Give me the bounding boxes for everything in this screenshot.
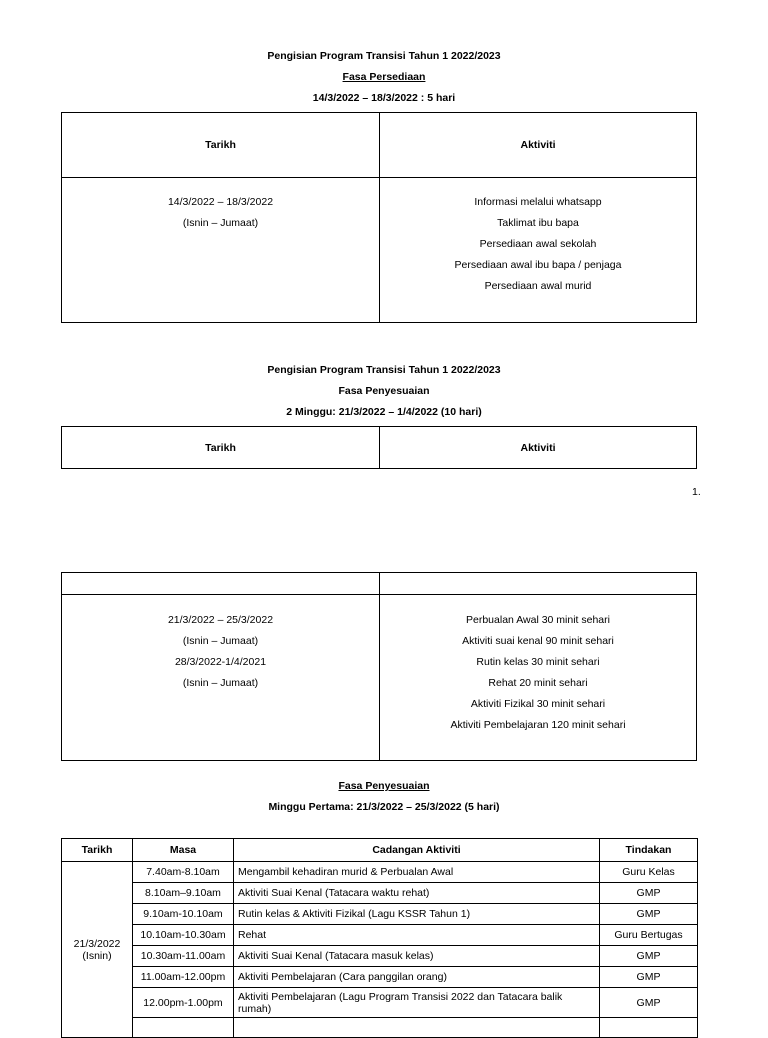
date-line: 21/3/2022 [73, 937, 121, 950]
tarikh-line: 14/3/2022 – 18/3/2022 [167, 196, 274, 208]
aktiviti-line: Persediaan awal murid [484, 280, 592, 292]
section1-tarikh-cell [62, 178, 380, 323]
section2-aktiviti-cell [380, 595, 697, 761]
aktiviti-line: Aktiviti Fizikal 30 minit sehari [470, 698, 606, 710]
section2-table-header [61, 426, 697, 469]
section3-phase: Fasa Penyesuaian [338, 780, 430, 792]
section1-col-tarikh: Tarikh [62, 113, 380, 178]
section2-dates: 2 Minggu: 21/3/2022 – 1/4/2022 (10 hari) [286, 406, 482, 418]
tarikh-line: (Isnin – Jumaat) [182, 677, 259, 689]
masa-cell: 9.10am-10.10am [133, 904, 234, 925]
aktiviti-cell: Aktiviti Suai Kenal (Tatacara masuk kelas) [234, 946, 600, 967]
section1-phase: Fasa Persediaan [342, 71, 426, 83]
empty-cell [600, 1018, 698, 1038]
page-number: 1. [692, 486, 701, 498]
section1-aktiviti-cell [380, 178, 697, 323]
aktiviti-line: Aktiviti Pembelajaran 120 minit sehari [450, 719, 626, 731]
section1-table [61, 112, 697, 323]
empty-cell [234, 1018, 600, 1038]
aktiviti-line: Persediaan awal sekolah [479, 238, 597, 250]
masa-cell: 12.00pm-1.00pm [133, 988, 234, 1018]
tarikh-line: (Isnin – Jumaat) [182, 635, 259, 647]
aktiviti-cell: Rehat [234, 925, 600, 946]
tindakan-cell: Guru Kelas [600, 862, 698, 883]
empty-cell [62, 573, 380, 595]
aktiviti-line: Rutin kelas 30 minit sehari [476, 656, 600, 668]
masa-cell: 11.00am-12.00pm [133, 967, 234, 988]
table-row [62, 967, 698, 988]
tarikh-line: (Isnin – Jumaat) [182, 217, 259, 229]
tarikh-line: 28/3/2022-1/4/2021 [174, 656, 267, 668]
aktiviti-line: Aktiviti suai kenal 90 minit sehari [462, 635, 614, 647]
tindakan-cell: GMP [600, 904, 698, 925]
aktiviti-line: Informasi melalui whatsapp [474, 196, 602, 208]
table-row [62, 1018, 698, 1038]
section1-dates: 14/3/2022 – 18/3/2022 : 5 hari [312, 92, 456, 104]
tindakan-cell: GMP [600, 967, 698, 988]
aktiviti-line: Perbualan Awal 30 minit sehari [466, 614, 610, 626]
section2-title: Pengisian Program Transisi Tahun 1 2022/2023 [267, 364, 501, 376]
section2-phase: Fasa Penyesuaian [338, 385, 430, 397]
header-tindakan: Tindakan [600, 839, 698, 862]
aktiviti-line: Rehat 20 minit sehari [488, 677, 588, 689]
aktiviti-cell: Mengambil kehadiran murid & Perbualan Awal [234, 862, 600, 883]
header-cadangan-aktiviti: Cadangan Aktiviti [234, 839, 600, 862]
tarikh-line: 21/3/2022 – 25/3/2022 [167, 614, 274, 626]
section1-title: Pengisian Program Transisi Tahun 1 2022/2023 [267, 50, 501, 62]
section2-tarikh-cell [62, 595, 380, 761]
aktiviti-cell: Rutin kelas & Aktiviti Fizikal (Lagu KSSR Tahun 1) [234, 904, 600, 925]
section2-col-aktiviti: Aktiviti [380, 427, 697, 469]
masa-cell: 7.40am-8.10am [133, 862, 234, 883]
schedule-table [61, 838, 698, 1038]
header-masa: Masa [133, 839, 234, 862]
date-line: (Isnin) [82, 949, 112, 962]
section1-col-aktiviti: Aktiviti [380, 113, 697, 178]
header-tarikh: Tarikh [62, 839, 133, 862]
aktiviti-line: Persediaan awal ibu bapa / penjaga [454, 259, 622, 271]
tindakan-cell: GMP [600, 946, 698, 967]
aktiviti-cell: Aktiviti Pembelajaran (Lagu Program Transisi 2022 dan Tatacara balik rumah) [234, 988, 600, 1018]
table-row [62, 946, 698, 967]
tindakan-cell: Guru Bertugas [600, 925, 698, 946]
empty-cell [133, 1018, 234, 1038]
tindakan-cell: GMP [600, 883, 698, 904]
section2-table-body [61, 572, 697, 761]
table-row [62, 862, 698, 883]
table-row [62, 883, 698, 904]
table-row [62, 925, 698, 946]
section3-heading [0, 776, 768, 818]
table-row [62, 904, 698, 925]
date-cell [62, 862, 133, 1038]
masa-cell: 8.10am–9.10am [133, 883, 234, 904]
section2-col-tarikh: Tarikh [62, 427, 380, 469]
section3-week: Minggu Pertama: 21/3/2022 – 25/3/2022 (5 hari) [268, 801, 500, 813]
aktiviti-line: Taklimat ibu bapa [497, 217, 579, 229]
section2-heading [0, 360, 768, 423]
empty-cell [380, 573, 697, 595]
tindakan-cell: GMP [600, 988, 698, 1018]
table-row [62, 988, 698, 1018]
masa-cell: 10.30am-11.00am [133, 946, 234, 967]
aktiviti-cell: Aktiviti Pembelajaran (Cara panggilan orang) [234, 967, 600, 988]
aktiviti-cell: Aktiviti Suai Kenal (Tatacara waktu rehat) [234, 883, 600, 904]
masa-cell: 10.10am-10.30am [133, 925, 234, 946]
section1-heading [0, 46, 768, 109]
